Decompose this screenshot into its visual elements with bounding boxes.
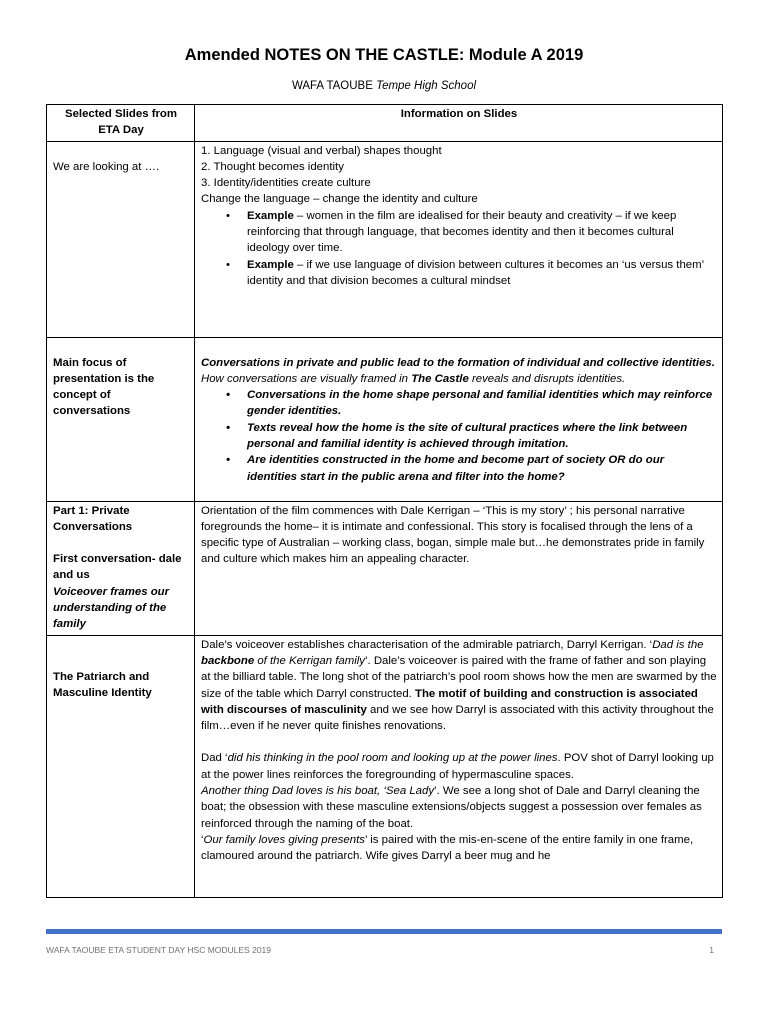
bullet-item: • Texts reveal how the home is the site of cultural practices where the link between personal and familial identity is achieved through imitation. — [247, 420, 717, 453]
text-run: Our family loves giving presents — [203, 833, 365, 846]
header-selected-slides: Selected Slides from ETA Day — [47, 105, 195, 142]
paragraph — [201, 637, 717, 735]
row-label — [47, 141, 195, 337]
table-row — [47, 141, 723, 337]
text-run: ’. Dale’s voiceover is paired with the frame of father and son playing at the billiard table. The long shot of the patriarch’s pool room shows how the men are swarmed by the size of the table which Darryl constructed. — [201, 654, 717, 700]
table-row — [47, 501, 723, 635]
school-name: Tempe High School — [376, 80, 477, 92]
footer-text: WAFA TAOUBE ETA STUDENT DAY HSC MODULES 2019 — [46, 945, 271, 955]
text-run: . POV shot of Darryl looking up at the power lines reinforces the foregrounding of hypermasculine spaces. — [201, 752, 714, 781]
bullet-bold: Example — [247, 209, 294, 222]
text-run: ‘ — [201, 833, 204, 846]
table-row — [47, 635, 723, 897]
line: 3. Identity/identities create culture — [201, 177, 371, 190]
row-label-title: Part 1: Private Conversations — [53, 504, 133, 533]
text-run: How conversations are visually framed in — [201, 372, 412, 385]
row-label — [47, 635, 195, 897]
text-run: reveals and disrupts identities. — [468, 372, 626, 385]
text-run: did his thinking in the pool room and looking up at the power lines — [227, 752, 558, 765]
row-content — [195, 337, 723, 501]
framing-text — [201, 371, 717, 387]
row-content — [195, 141, 723, 337]
row-content — [195, 501, 723, 635]
text-run: backbone — [201, 654, 255, 667]
text-run: Dad ‘ — [201, 752, 228, 765]
page-number: 1 — [709, 945, 714, 955]
bullet-item: • Are identities constructed in the home and become part of society OR do our identities start in the public arena and filter into the home? — [247, 452, 717, 485]
row-label-sub: First conversation- dale and us — [53, 553, 182, 582]
footer-divider — [46, 929, 722, 934]
bullet-item — [247, 208, 717, 257]
document-subtitle — [0, 80, 768, 92]
notes-table — [46, 104, 723, 898]
film-title: The Castle — [411, 372, 469, 385]
line: Change the language – change the identity and culture — [201, 193, 478, 206]
row-content — [195, 635, 723, 897]
text-run: The motif of building and construction is associated with discourses of masculinity — [201, 687, 698, 716]
author-name: WAFA TAOUBE — [291, 80, 373, 92]
table-row — [47, 337, 723, 501]
bullet-item — [247, 257, 717, 290]
row-label — [47, 501, 195, 635]
text-run: Dad is the — [652, 638, 704, 651]
header-information: Information on Slides — [195, 105, 723, 142]
paragraph — [201, 832, 717, 865]
row-label-text: We are looking at …. — [53, 160, 160, 173]
row-label-italic: Voiceover frames our understanding of the family — [53, 585, 170, 631]
row-label — [47, 337, 195, 501]
bullet-item: • Conversations in the home shape personal and familial identities which may reinforce gender identities. — [247, 387, 717, 420]
bullet-text: – if we use language of division between cultures it becomes an ‘us versus them’ identity and that division becomes a cultural mindset — [247, 258, 704, 287]
row-label-text: The Patriarch and Masculine Identity — [53, 670, 152, 699]
text-run: Another thing Dad loves is his boat, ‘Sea Lady — [201, 785, 435, 798]
line: 1. Language (visual and verbal) shapes thought — [201, 144, 442, 157]
text-run: ’. We see a long shot of Dale and Darryl cleaning the boat; the obsession with these masculine extensions/objects suggest a possession over females as reinforced through the naming of the boat. — [201, 785, 702, 830]
paragraph: Orientation of the film commences with Dale Kerrigan – ‘This is my story’ ; his personal narrative foregrounds the home– it is intimate and confessional. This story is focalised through the lens of a specific type of Australian – working class, bogan, simple male but…he demonstrates pride in family and culture which makes him an appealing character. — [201, 504, 705, 566]
text-run: Dale’s voiceover establishes characterisation of the admirable patriarch, Darryl Kerrigan. ‘ — [201, 638, 653, 651]
document-title: Amended NOTES ON THE CASTLE: Module A 2019 — [184, 46, 584, 64]
text-run: and we see how Darryl is associated with this activity throughout the film…even if he never quite finishes renovations. — [201, 703, 714, 733]
text-run: of the Kerrigan family — [254, 654, 365, 667]
bullet-text: – women in the film are idealised for their beauty and creativity – if we keep reinforcing that through language, that becomes identity and then it becomes cultural ideology over time. — [247, 209, 677, 255]
row-label-text: Main focus of presentation is the concept of conversations — [53, 356, 155, 418]
line: 2. Thought becomes identity — [201, 160, 344, 173]
bullet-list — [201, 387, 717, 485]
bullet-list — [201, 208, 717, 289]
paragraph — [201, 750, 717, 783]
text-run: ’ is paired with the mis-en-scene of the entire family in one frame, clamoured around the patriarch. Wife gives Darryl a beer mug and he — [201, 833, 694, 863]
paragraph — [201, 783, 717, 832]
table-header-row — [47, 105, 723, 142]
bullet-bold: Example — [247, 258, 294, 271]
intro-text: Conversations in private and public lead to the formation of individual and collective identities. — [201, 356, 715, 369]
